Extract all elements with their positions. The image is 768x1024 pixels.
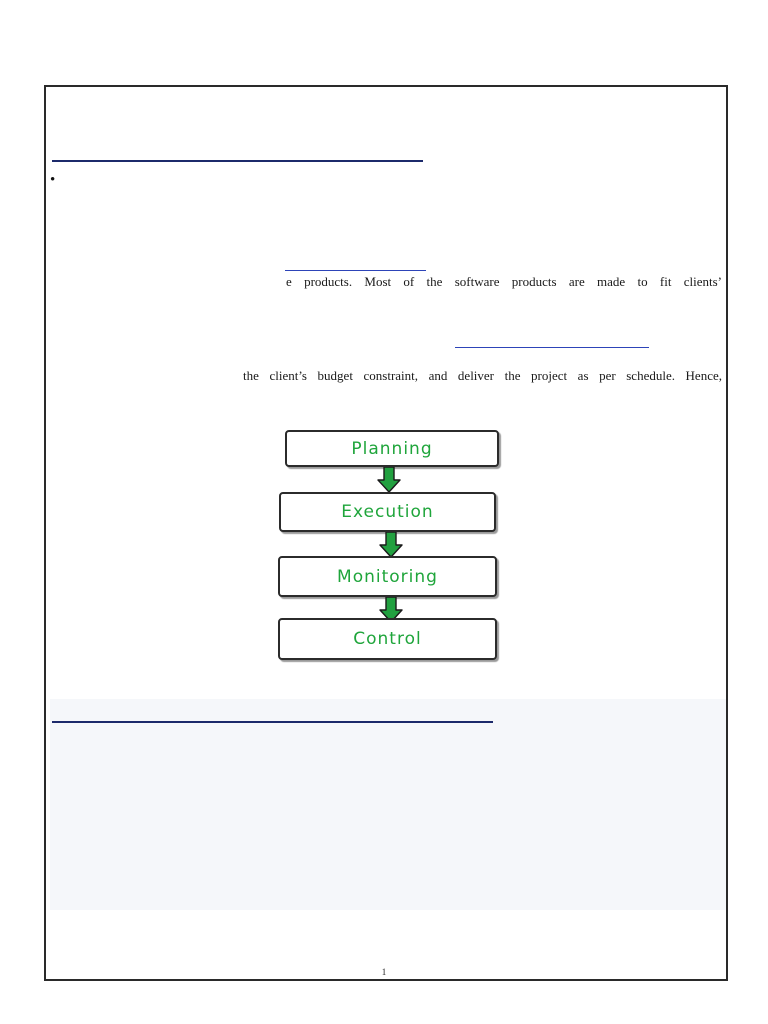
flowchart-step-control: Control: [278, 618, 497, 660]
hyperlink-underline[interactable]: [285, 270, 426, 271]
flowchart-step-monitoring: Monitoring: [278, 556, 497, 597]
page-number: 1: [381, 967, 387, 977]
flowchart-step-execution: Execution: [279, 492, 496, 532]
paragraph-line: e products. Most of the software products are made to fit clients’: [286, 274, 722, 289]
bullet-point: •: [50, 172, 56, 188]
paragraph-line: the client’s budget constraint, and deliver the project as per schedule. Hence,: [243, 368, 722, 383]
hyperlink-underline[interactable]: [455, 347, 649, 348]
down-arrow-icon: [379, 532, 403, 558]
section-heading-underline: [52, 721, 493, 723]
section-heading-underline: [52, 160, 423, 162]
project-management-flowchart: [270, 425, 510, 667]
shaded-content-block: [50, 699, 726, 910]
flowchart-step-planning: Planning: [285, 430, 499, 467]
down-arrow-icon: [377, 467, 401, 493]
